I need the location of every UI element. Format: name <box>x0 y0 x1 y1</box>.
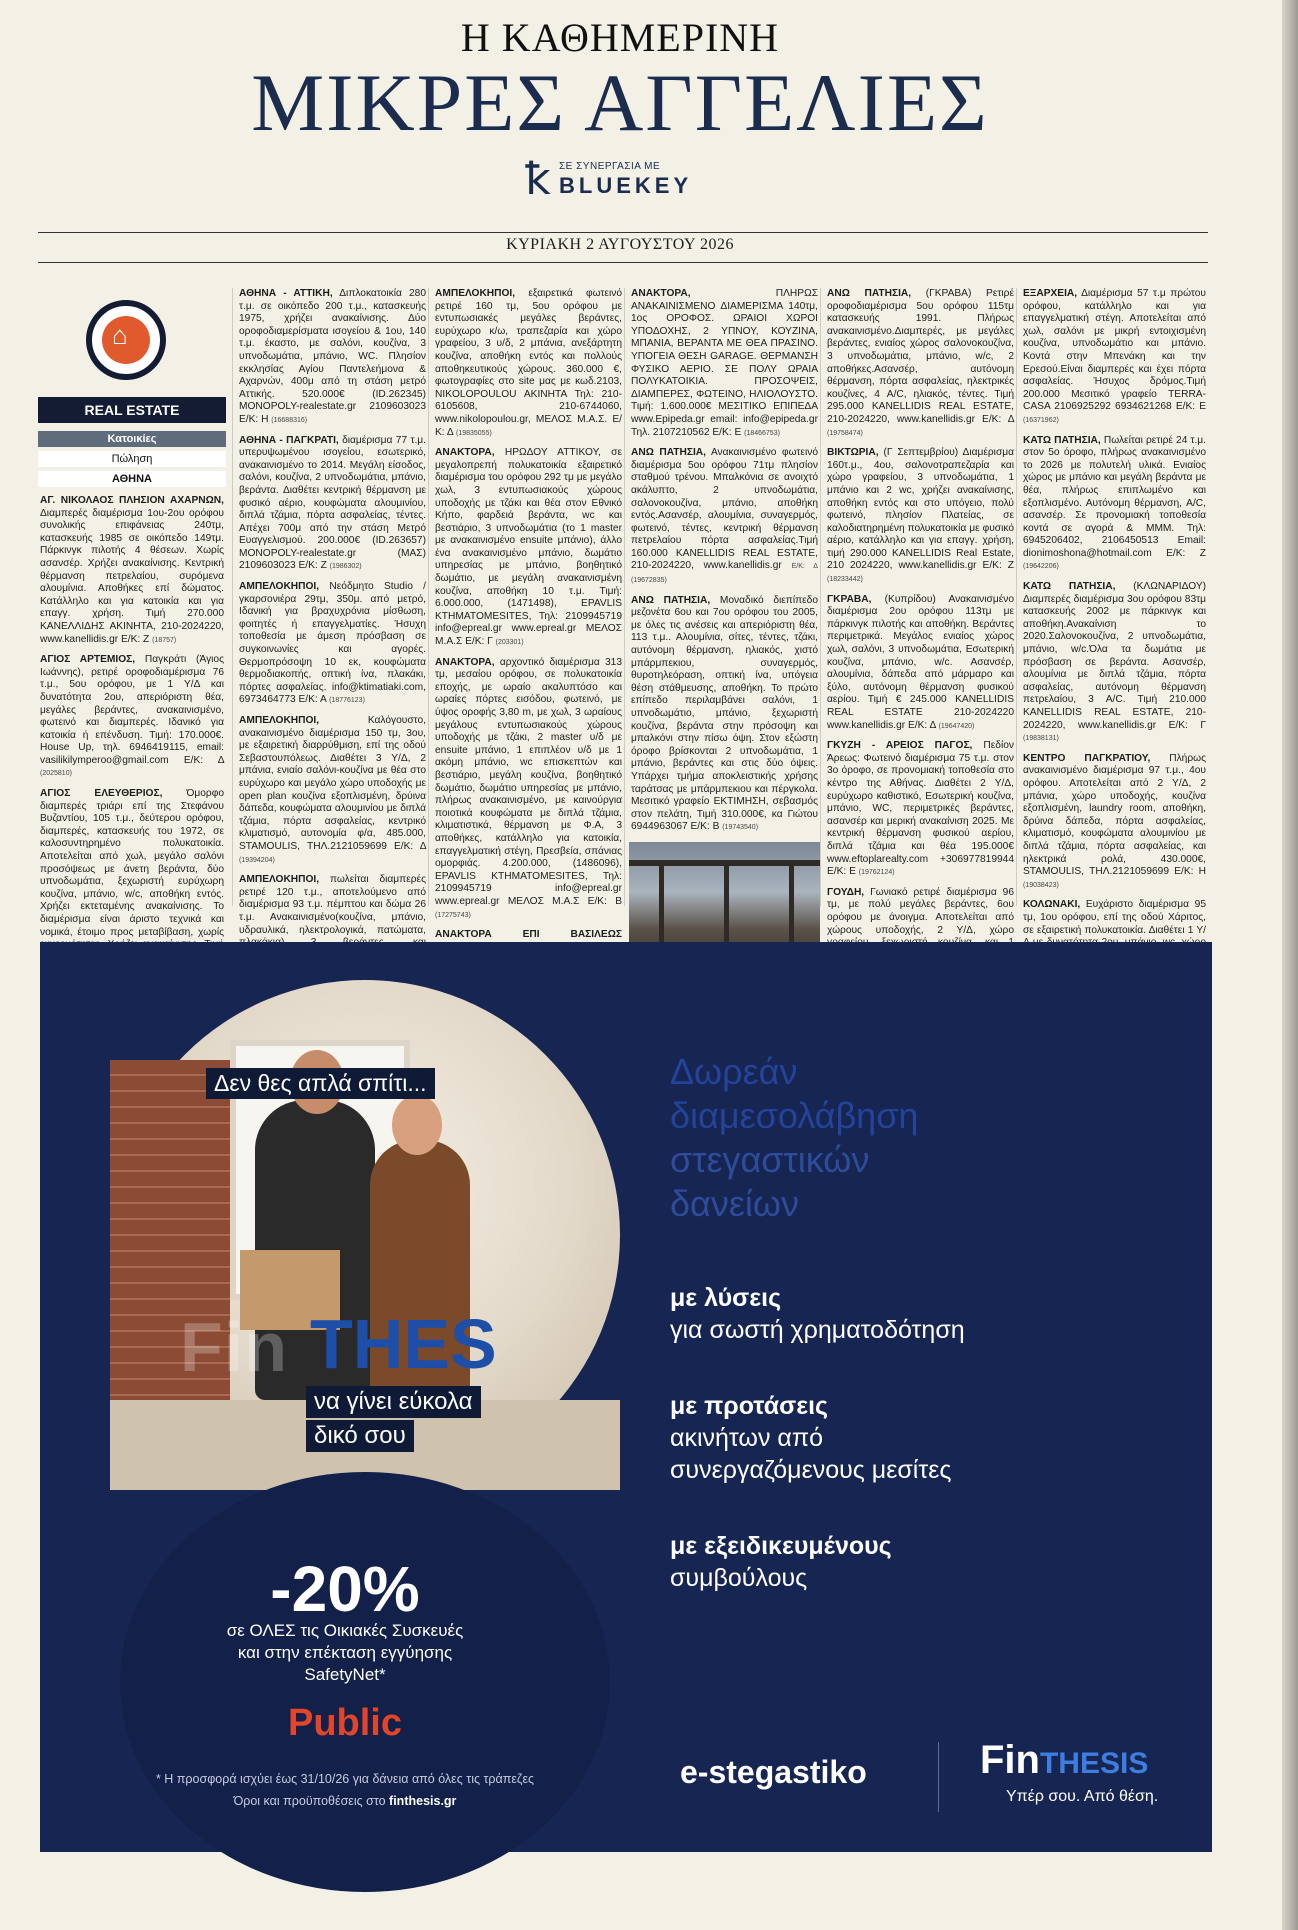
classifieds-columns <box>38 288 1208 941</box>
ad-text: ΗΡΩΔΟΥ ΑΤΤΙΚΟΥ, σε μεγαλοπρεπή πολυκατοικία εξαιρετικό διαμέρισμα του ορόφου 292 τμ με μεγάλο χωλ, 3 εντυπωσιακούς χώρους υποδοχής με τζάκι και θέα στον Εθνικό Κήπο, φαρδειά βεράντα, wc και βεστιάριο, 3 υπνοδωμάτια (το 1 master με ανακαινισμένο ensuite μπάνιο), άλλο ένα ανακαινισμένο μπάνιο, δωμάτιο υπηρεσίας με μπάνιο, βοηθητικό δωμάτιο, με μεγάλη ανακαινισμένη κουζίνα, αποθήκη 10 τ.μ. Τιμή: 6.000.000, (1471498), EPAVLIS KTHMATOMESITES, Τηλ: 2109945719 info@epreal.gr www.epreal.gr ΜΕΛΟΣ Μ.Α.Σ Ε/Κ: Γ <box>435 447 622 648</box>
ad-text: αρχοντικό διαμέρισμα 313 τμ, μεσαίου ορόφου, σε πολυκατοικία εποχής, με ωραίο ακαλυπτόσο και ωραίες πόρτες εισόδου, φωτεινό, με ύψος οροφής 3,80 m, με χωλ, 3 ωραίους μεγάλους εντυπωσιακούς χώρους υποδοχής με τζάκι, 2 master υ/δ με ensuite μπάνιο, 1 επιπλέον υ/δ με 1 ακόμη μπάνιο, wc επισκεπτών και βεστιάριο, μεγάλη κουζίνα, βοηθητικό δωμάτιο, δωμάτιο υπηρεσίας με μπάνιο, πλήρως ανακαινισμένο, με καινούργια ποιοτικά κουφώματα με διπλά τζάμια, κλιματιστικά, θέρμανση με Φ.Α, 3 αποθήκες, κατάλληλο για κατοικία, επαγγελματική στέγη, Πρεσβεία, σπάνιας ομορφιάς. 4.200.000, (1486096), EPAVLIS KTHMATOMESITES, Τηλ: 2109945719 info@epreal.gr www.epreal.gr ΜΕΛΟΣ Μ.Α.Σ Ε/Κ: Β <box>435 656 622 907</box>
category-label: Κατοικίες <box>38 431 226 447</box>
ad-ref-id: (2025810) <box>40 770 72 778</box>
ad-heading: ΑΝΑΚΤΟΡΑ, <box>631 288 691 299</box>
ad-text: Γωνιακό ρετιρέ διαμέρισμα 96 τμ, με πολύ μεγάλες βεράντες, 6ου ορόφου με άνοιγμα. Αποτελείται από χώρους υποδοχής, 2 Υ/Δ, χώρο <box>827 886 1014 936</box>
discount-percent: -20% <box>270 1553 420 1625</box>
ad-tagline-2: να γίνει εύκολα <box>306 1386 481 1418</box>
ad-text: Διπλοκατοικία 280 τ.μ. σε οικόπεδο 200 τ.μ., κατασκευής 1975, χρήζει ανακαίνισης. Δύο οροφοδιαμερίσματα ισογείου & 1ου, 140 τ.μ. έκαστο, με σαλόνι, κουζίνα, 3 υπνοδωμάτια, μπάνιο, WC. Πλησίον εκκλησίας Αγίου Παντελεήμονα & Αχαρνών, 400μ από τη στάση μετρό Αττικής. 520.000€ (ID.262345) MONOPOLY-realestate.gr 2109603023 Ε/Κ: Η <box>239 288 426 425</box>
ad-ref-id: (19642206) <box>1023 563 1059 571</box>
issue-date: ΚΥΡΙΑΚΗ 2 ΑΥΓΟΥΣΤΟΥ 2026 <box>506 236 734 253</box>
classified-ad <box>1021 581 1208 746</box>
column-5 <box>820 288 1016 936</box>
ad-heading: ΓΚΥΖΗ - ΑΡΕΙΟΣ ΠΑΓΟΣ, <box>827 740 973 752</box>
promo-line-1: σε ΟΛΕΣ τις Οικιακές Συσκευές <box>226 1621 464 1640</box>
ad-text: Πλήρως ανακαινισμένο διαμέρισμα 97 τ.μ., 4ου ορόφου. Αποτελείται από 2 Υ/Δ, 2 μπάνια, χώρο υποδοχής, κουζίνα εξοπλισμένη, laundry room, αποθήκη, δρύινα δάπεδα, πόρτα ασφαλείας, κλιματισμό, κουφώματα αλουμινίου με διπλά τζάμια, πόρτα ασφαλείας, και ηλεκτρικά ρολά, 430.000€, STAMOULIS, ΤΗΛ.2121059699 Ε/Κ: Η <box>1023 752 1206 878</box>
classified-ad <box>825 447 1016 587</box>
ad-text: Διαμπερές διαμέρισμα 1ου-2ου ορόφου συνολικής επιφάνειας 240τμ, κατασκευής 1985 σε οικόπεδο 149τμ. Πάρκινγκ πιλοτής 4 θέσεων. Χωρίς ασανσέρ. Χρήζει ανακαίνισης. Κεντρική θέρμανση πετρελαίου, συρόμενα αλουμίνια. Αποθήκες επί δώματος. Κατάλληλο και για κατοικία και για επαγγ. χρήση. Τιμή 270.000 ΚΑΝΕΛΛΙΔΗΣ ΑΚΙΝΗΤΑ, 210-2024220, www.kanellidis.gr Ε/Κ: Ζ <box>40 507 224 645</box>
benefit-proposals: με προτάσεις ακινήτων από συνεργαζόμενους μεσίτες <box>670 1392 952 1484</box>
footnote-offer: * Η προσφορά ισχύει έως 31/10/26 για δάνεια από όλες τις τράπεζες <box>155 1772 535 1786</box>
ad-text: Όμορφο διαμπερές τριάρι επί της Στεφάνου Βυζαντίου, 105 τ.μ., δεύτερου ορόφου, διαμπερές, κατασκευής του 1972, σε καλοσυντηρημένο πολυκατοικία. Αποτελείται από χωλ, μεγάλο σαλόνι προσόψεως με άνετη βεράντα, δύο υπνοδωμάτια, ξεχωριστή ευρύχωρη κουζίνα, μπάνιο, w/c, αποθήκη εντός. Χρήζει εκτεταμένης ανακαίνισης. Το διαμέρισμα είναι άριστο τεχνικά και νομικά, έτοιμο προς μεταβίβαση, χωρίς <box>40 788 225 938</box>
page-edge <box>1282 0 1298 1930</box>
classified-ad <box>433 447 624 650</box>
ad-heading: ΒΙΚΤΩΡΙΑ, <box>827 447 879 459</box>
ad-text: Διαμέρισμα 57 τ.μ πρώτου ορόφου, κατάλληλο και για επαγγελματική στέγη. Αποτελείται από χωλ, σαλόνι με μικρή εντοιχισμένη κουζίνα, υπνοδωμάτιο και μπάνιο. Κοντά στην Μπενάκη και την Ερεσού.Είναι διαμπερές και έχει πόρτα ασφαλείας. Ήσυχος δρόμος.Τιμή 200.000 Μεσιτικό γραφείο TERRA-CASA 2106925292 6934621268 Ε/Κ: Ε <box>1023 288 1206 413</box>
house-icon: ⌂ <box>86 300 166 380</box>
ad-heading: ΑΓΙΟΣ ΕΛΕΥΘΕΡΙΟΣ, <box>40 788 163 800</box>
ad-ref-id: (1986302) <box>329 563 362 571</box>
ad-ref-id: (17275743) <box>435 911 471 919</box>
ad-heading: ΑΝΩ ΠΑΤΗΣΙΑ, <box>631 447 706 459</box>
ad-ref-id: (18233442) <box>827 576 863 584</box>
finthesis-slogan: Υπέρ σου. Από θέση. <box>1006 1788 1159 1805</box>
benefit-solutions: με λύσεις για σωστή χρηματοδότηση <box>670 1284 965 1344</box>
finthesis-link[interactable]: finthesis.gr <box>389 1794 457 1808</box>
ad-heading: ΑΓ. ΝΙΚΟΛΑΟΣ ΠΛΗΣΙΟΝ ΑΧΑΡΝΩΝ, <box>40 495 224 506</box>
classified-ad <box>237 715 428 867</box>
classified-ad <box>237 435 428 575</box>
ad-ref-id: (19838131) <box>1023 735 1059 743</box>
ad-heading: ΑΜΠΕΛΟΚΗΠΟΙ, <box>239 581 320 593</box>
section-title: ΜΙΚΡΕΣ ΑΓΓΕΛΙΕΣ <box>251 57 989 148</box>
ad-ref-id: (18466753) <box>744 429 780 437</box>
bk-mark-icon: ꝁ <box>525 155 551 204</box>
finthesis-logo: FinTHESIS <box>980 1738 1149 1782</box>
ad-heading: ΑΘΗΝΑ - ΑΤΤΙΚΗ, <box>239 288 333 299</box>
ad-text: Ευχάριστο διαμέρισμα 95 τμ, 1ου ορόφου, επί της οδού Χάριτος, σε εξαιρετική πολυκατοικία. Διαθέτει 1 Υ/ <box>1023 899 1206 936</box>
ad-text: (ΚΛΩΝΑΡΙΔΟΥ) Διαμπερές διαμέρισμα 3ου ορόφου 83τμ κατασκευής 2002 με πάρκινγκ και αποθήκη.Ανακαίνιση το 2020.Σαλονοκουζίνα, 2 υπνοδωμάτια, μπάνιο, w/c.Όλα τα δωμάτια με πρόσβαση σε βεράντα. Ασανσέρ, αλουμίνια με διπλά τζάμια, πόρτα ασφαλείας, αυτόνομη θέρμανση πετρελαίου, 3 A/C. Τιμή 210.000 KANELLIDIS REAL ESTATE, 210-2024220, www.kanellidis.gr Ε/Κ: Γ <box>1023 581 1207 731</box>
ad-ref-id: (18757) <box>152 636 177 644</box>
ad-text: Νεόδμητο Studio / γκαρσονιέρα 29τμ, 350μ. από μετρό, Ιδανική για βραχυχρόνια μίσθωση, φοιτητές ή επαγγελματίες. Ήσυχη τοποθεσία με άμεση πρόσβαση σε συγκοινωνίες και αγορές. Θερμοπρόσοψη 10 εκ, κουφώματα θερμοδιακοπής, οπτική ίνα, πλακάκι, πόρτες ασφαλείας. info@ktimatiaki.com, 6973464773 Ε/Κ: Α <box>239 581 426 706</box>
ad-heading: ΑΝΩ ΠΑΤΗΣΙΑ, <box>827 288 912 299</box>
column-2 <box>232 288 428 936</box>
ad-heading: ΓΟΥΔΗ, <box>827 886 865 898</box>
ad-ref-id: (19758474) <box>827 429 863 437</box>
ad-heading: ΑΜΠΕΛΟΚΗΠΟΙ, <box>435 288 516 299</box>
ad-heading: ΑΜΠΕΛΟΚΗΠΟΙ, <box>239 715 320 726</box>
ad-text: (Κυπρίδου) Ανακαινισμένο διαμέρισμα 2ου ορόφου 113τμ με πάρκινγκ πιλοτής και αποθήκη. Βεράντες περιμετρικά. Μεγάλος ενιαίος χώρος χωλ, σαλόνι, 3 υπνοδωμάτια, Εσωτερική κουζίνα, μπάνιο, w/c. Ασανσέρ, αλουμίνια, δάπεδα από μάρμαρο και ξύλο, αυτόνομη θέρμανση φυσικού αερίου. Τιμή € 245.000 KANELLIDIS REAL ESTATE 210-2024220 www.kanellidis.gr Ε/Κ: Δ <box>827 593 1014 731</box>
classified-ad <box>237 288 428 428</box>
ad-ref-id: (19394204) <box>239 856 275 864</box>
column-3 <box>428 288 624 941</box>
classified-ad <box>825 594 1016 734</box>
ad-heading: ΚΑΤΩ ΠΑΤΗΣΙΑ, <box>1023 434 1101 446</box>
ad-tagline-1: Δεν θες απλά σπίτι... <box>206 1068 435 1099</box>
public-logo: Public <box>287 1702 403 1744</box>
classified-ad <box>629 595 820 835</box>
ad-text: διαμέρισμα 77 τ.μ. υπερυψωμένου ισογείου, εσωτερικό, ανακαινισμένο το 2014. Μεγάλη είσοδος, σαλόνι, κουζίνα, 2 υπνοδωμάτια, μπάνιο, βεράντα. Διαθέτει κεντρική θέρμανση με φυσικό αέριο, κουφώματα αλουμινίου, διπλά τζάμια, πόρτα ασφαλείας, τέντες. Απέχει 700μ από την στάση Μετρό Ευαγγελισμού. 200.000€ (ID.263657) MONOPOLY-realestate.gr (ΜΑΣ) 2109603023 Ε/Κ: Ζ <box>239 434 426 572</box>
ad-heading: ΚΑΤΩ ΠΑΤΗΣΙΑ, <box>1023 581 1116 593</box>
headline-free-mediation: Δωρεάν διαμεσολάβηση <box>670 1051 919 1136</box>
ad-text: Πωλείται ρετιρέ 24 τ.μ. στον 5ο όροφο, πλήρως ανακαινισμένο το 2026 με πολυτελή υλικά. Ενιαίος χώρος με μπάνιο και μεγάλη βεράντα με θέα, πλήρως επιπλωμένο και εξοπλισμένο. Αυτόνομη θέρμανση, A/C, ασανσέρ. Σε προνομιακή τοποθεσία κοντά σε αγορά & ΜΜΜ. Τηλ: 6945206402, 2106450513 Email: dionimoshona@hotmail.com Ε/Κ: Ζ <box>1023 434 1207 559</box>
ad-ref-id: (19038423) <box>1023 881 1059 889</box>
ad-heading: ΚΟΛΩΝΑΚΙ, <box>1023 899 1081 911</box>
ad-ref-id: (203301) <box>495 639 524 647</box>
ad-ref-id: (16371962) <box>1023 416 1059 424</box>
ad-heading: ΓΚΡΑΒΑ, <box>827 593 872 605</box>
column-1 <box>38 288 226 938</box>
rule-top <box>38 232 1208 233</box>
ad-text: Μοναδικό διεπίπεδο μεζονέτα 6ου και 7ου ορόφου του 2005, με όλες τις ανέσεις και απεριόριστη θέα, 113 τ.μ.. Αλουμίνια, σίτες, τέντες, τζάκι, αυτόνομη θέρμανση, ηλιακός, χιστό μπάρμπεκιου, συναγερμός, θυροτηλεόραση, οπτική ίνα, υπόγεια θέση στάθμευσης, αποθήκη. Το πρώτο επίπεδο περιλαμβάνει σαλόνι, 1 υπνοδωμάτιο, μπάνιο, ξεχωριστή κουζίνα, βεράντα στην πρόσοψη και μπαλκόνι στην πίσω όψη. Στον εξώστη όροφο βρίσκονται 2 υπνοδωμάτια, 1 μπάνιο, βεράντες και στις δύο όψεις. Υπάρχει τμήμα αποκλειστικής χρήσης ταράτσας με μπάρμπεκιου και πέργκολα. Μεσιτικό γραφείο ΕΚΤΙΜΗΣΗ, σεβασμός στον πελάτη, Τιμή 310.000€, κα Γιώτου 6944963067 Ε/Κ: Β <box>631 594 818 833</box>
ad-ref-id: Ε/Κ: Δ (19672835) <box>631 563 818 585</box>
classified-ad <box>629 288 820 440</box>
ad-text: Ανακαινισμένο φωτεινό διαμέρισμα 5ου ορόφου 71τμ πλησίον σταθμού τρένου. Μπαλκόνια σε ανοιχτό ακάλυπτο, 2 υπνοδωμάτια, σαλονοκουζίνα, μπάνιο, αποθήκη εντός.Ασανσέρ, αλουμίνια, συναγερμός, φωτεινό, τέντες, κεντρική θέρμανση πετρελαίου πόρτα ασφαλείας.Τιμή 160.000 KANELLIDIS REAL ESTATE, 210-2024220, www.kanellidis.gr <box>631 447 818 572</box>
classified-ad <box>1021 435 1208 575</box>
ad-fin-ghost: Fin <box>180 1308 288 1386</box>
classified-ad <box>38 495 226 647</box>
classified-ad <box>825 740 1016 880</box>
ad-text: ΠΛΗΡΩΣ ΑΝΑΚΑΙΝΙΣΜΕΝΟ ΔΙΑΜΕΡΙΣΜΑ 140τμ, 1ος ΟΡΟΦΟΣ. ΩΡΑΙΟΙ ΧΩΡΟΙ ΥΠΟΔΟΧΗΣ, 2 ΥΠΝΟΥ, ΚΟΥΖΙΝΑ, ΜΠΑΝΙΑ, ΒΕΡΑΝΤΑ ΜΕ ΘΕΑ ΠΡΑΣΙΝΟ. ΥΠΟΓΕΙΑ ΘΕΣΗ GARAGE. ΘΕΡΜΑΝΣΗ ΦΥΣΙΚΟ ΑΕΡΙΟ. ΣΕ ΠΟΛΥ ΩΡΑΙΑ ΠΟΛΥΚΑΤΟΙΚΙΑ. ΠΡΟΣΟΨΕΙΣ, ΔΙΑΜΠΕΡΕΣ, ΦΩΤΕΙΝΟ, ΗΛΙΟΛΟΥΣΤΟ. Τιμή: 1.600.000€ ΜΕΣΙΤΙΚΟ ΕΠΙΠΕΔΑ www.Epipeda.gr email: info@epipeda.gr Τηλ. 2107210562 Ε/Κ: Ε <box>631 288 818 438</box>
logo-separator <box>938 1742 939 1812</box>
classified-ad <box>38 654 226 781</box>
classified-ad <box>629 447 820 588</box>
partner-name: BLUEKEY <box>559 173 693 198</box>
promo-text <box>40 1620 650 1686</box>
estegastiko-logo: e-stegastiko <box>680 1754 867 1790</box>
ad-ref-id: (19743540) <box>722 824 759 832</box>
classified-ad <box>433 657 624 922</box>
ad-tagline-3: δικό σου <box>306 1420 414 1452</box>
bluekey-logo <box>525 155 725 208</box>
ad-heading: ΑΝΑΚΤΟΡΑ, <box>435 447 495 459</box>
ad-text: πωλείται διαμπερές ρετιρέ 120 τ.μ., αποτελούμενο από διαμέρισμα 93 τ.μ. πέμπτου και δώμα 26 τ.μ. Ανακαινισμένο(κουζίνα, μπάνιο, υδραυλικά, ηλεκτρολογικά, πατώματα, <box>239 874 426 936</box>
finthesis-ad-banner <box>40 942 1212 1852</box>
promo-line-3: SafetyNet* <box>304 1665 386 1684</box>
ad-heading: ΑΜΠΕΛΟΚΗΠΟΙ, <box>239 874 320 886</box>
column-4 <box>624 288 820 906</box>
benefit-advisors: με εξειδικευμένους συμβούλους <box>670 1532 892 1592</box>
ad-ref-id: (19762124) <box>858 869 895 877</box>
category-title: REAL ESTATE <box>38 397 226 423</box>
classified-ad <box>1021 753 1208 893</box>
ad-text: Παγκράτι (Άγιος Ιωάννης), ρετιρέ οροφοδιαμέρισμα 76 τ.μ., 5ου ορόφου, με 1 Υ/Δ και δυνατότητα 2ου, απεριόριστη θέα, μεγάλες βεράντες, ανακαινισμένο, φωτεινό και διαμπερές. Ιδανικό για κατοικία ή επένδυση. Τιμή: 170.000€. House Up, τηλ. 6946419115, email: vasilikilymperoo@gmail.com Ε/Κ: Δ <box>40 654 225 766</box>
ad-brand-big: THES <box>310 1305 497 1383</box>
ad-ref-id: (16688316) <box>271 416 308 424</box>
ad-ref-id: (19835055) <box>455 429 492 437</box>
ad-text: (Γ Σεπτεμβρίου) Διαμέρισμα 160τ.μ., 4ου, σαλονοτραπεζαρία και χώρο γραφείου, 3 υπνοδωμάτια, 1 μπάνιο και 2 wc, χρήζει ανακαίνισης, αποθήκη εντός και στο υπόγειο, πολύ φωτεινό, πλησίον Πλατείας, σε καλοδιατηρημένη πολυκατοικία με φυσικό αέριο, κατάλληλο και για επαγγ. χρήση, τιμή 290.000 KANELLIDIS Real Estate, 210 2024220, www.kanellidis.gr Ε/Κ: Ζ <box>827 447 1014 572</box>
ad-text: Καλόγουστο, ανακαινισμένο διαμέρισμα 150 τμ, 3ου, με εξαιρετική διαρρύθμιση, επί της οδού Σεβαστουπόλεως. Διαθέτει 3 Υ/Δ, 2 μπάνια, ενιαίο σαλόνι-κουζίνα με θέα στο ευρύχωρο και μεγάλο χώρο υποδοχής με open plan κουζίνα εξοπλισμένη, δρύινα δάπεδα, κουφώματα αλουμινίου με διπλά τζάμια, πόρτα ασφαλείας, κεντρικό κλιματισμό, αυτονομία φ/α, 485.000, STAMOULIS, ΤΗΛ.2121059699 Ε/Κ: Δ <box>239 715 426 852</box>
ad-heading: ΚΕΝΤΡΟ ΠΑΓΚΡΑΤΙΟΥ, <box>1023 752 1151 764</box>
city-label: ΑΘΗΝΑ <box>38 471 226 487</box>
column-6 <box>1016 288 1208 936</box>
ad-heading: ΑΓΙΟΣ ΑΡΤΕΜΙΟΣ, <box>40 654 136 666</box>
classified-ad <box>825 288 1016 440</box>
promo-line-2: και στην επέκταση εγγύησης <box>237 1643 453 1662</box>
partner-caption: ΣΕ ΣΥΝΕΡΓΑΣΙΑ ΜΕ <box>559 161 661 172</box>
rule-bottom <box>38 262 1208 263</box>
real-estate-logo <box>38 288 226 393</box>
headline-mortgage-loans: στεγαστικών δανείων <box>670 1139 870 1224</box>
classified-ad <box>1021 288 1208 428</box>
ad-ref-id: (18776123) <box>329 697 365 705</box>
ad-ref-id: (19647420) <box>938 722 975 730</box>
ad-text: εξαιρετικά φωτεινό ρετιρέ 160 τμ, 5ου ορόφου με εντυπωσιακές μεγάλες βεράντες, ευρύχωρο κ/ω, τραπεζαρία και χώρο γραφείου, 3 υ/δ, 2 μπάνια, ανεξάρτητη κουζίνα, αποθήκη εντός και πολλούς αποθηκευτικούς χώρους. 360.000 €, φωτογραφίες στο site μας με κωδ.2103, NIKOLOPOULOU AKINHTA Τηλ: 210-6105608, 210-6744060, www.nikolopoulou.gr, ΜΕΛΟΣ Μ.Α.Σ. Ε/Κ: Δ <box>435 288 622 438</box>
newspaper-name: Η ΚΑΘΗΜΕΡΙΝΗ <box>460 15 780 60</box>
ad-heading: ΕΞΑΡΧΕΙΑ, <box>1023 288 1078 299</box>
classified-ad <box>433 288 624 440</box>
subcategory-label: Πώληση <box>38 451 226 467</box>
ad-heading: ΑΘΗΝΑ - ΠΑΓΚΡΑΤΙ, <box>239 434 339 446</box>
ad-text: (ΓΚΡΑΒΑ) Ρετιρέ οροφοδιαμέρισμα 5ου ορόφου 115τμ κατασκευής 1991. Πλήρως ανακαινισμένο.Διαμπερές, με μεγάλες βεράντες, ενιαίος χώρος σαλονοκουζίνα, 3 υπνοδωμάτια, μπάνιο, w/c, 2 αποθήκες.Ασανσέρ, αυτόνομη θέρμανση, πόρτα ασφαλείας, ηλεκτρικές κουζίνες, 4 A/C, ηλιακός, τέντες. Τιμή 295.000 KANELLIDIS REAL ESTATE, 210-2024220, www.kanellidis.gr Ε/Κ: Δ <box>827 288 1014 425</box>
ad-heading: ΑΝΑΚΤΟΡΑ ΕΠΙ ΒΑΣΙΛΕΩΣ <box>435 929 622 941</box>
classified-ad <box>237 581 428 708</box>
ad-text: Πεδίον Άρεως: Φωτεινό διαμέρισμα 75 τ.μ. στον 3ο όροφο, σε προνομιακή τοποθεσία στο κέντρο της Αθήνας. Διαθέτει 2 Υ/Δ, ευρύχωρο καθιστικό, Εσωτερική κουζίνα, μπάνιο, WC, περιμετρικές βεράντες, ασανσέρ και μερική ανακαίνιση 2025. Με κεντρική θέρμανση φυσικού αερίου, διπλά τζάμια και θέα 195.000€ www.eftoplarealty.com +306977819944 Ε/Κ: Ε <box>827 740 1014 878</box>
ad-heading: ΑΝΑΚΤΟΡΑ, <box>435 656 495 668</box>
footnote-terms: Όροι και προϋποθέσεις στο finthesis.gr <box>233 1794 457 1808</box>
ad-heading: ΑΝΩ ΠΑΤΗΣΙΑ, <box>631 594 711 606</box>
